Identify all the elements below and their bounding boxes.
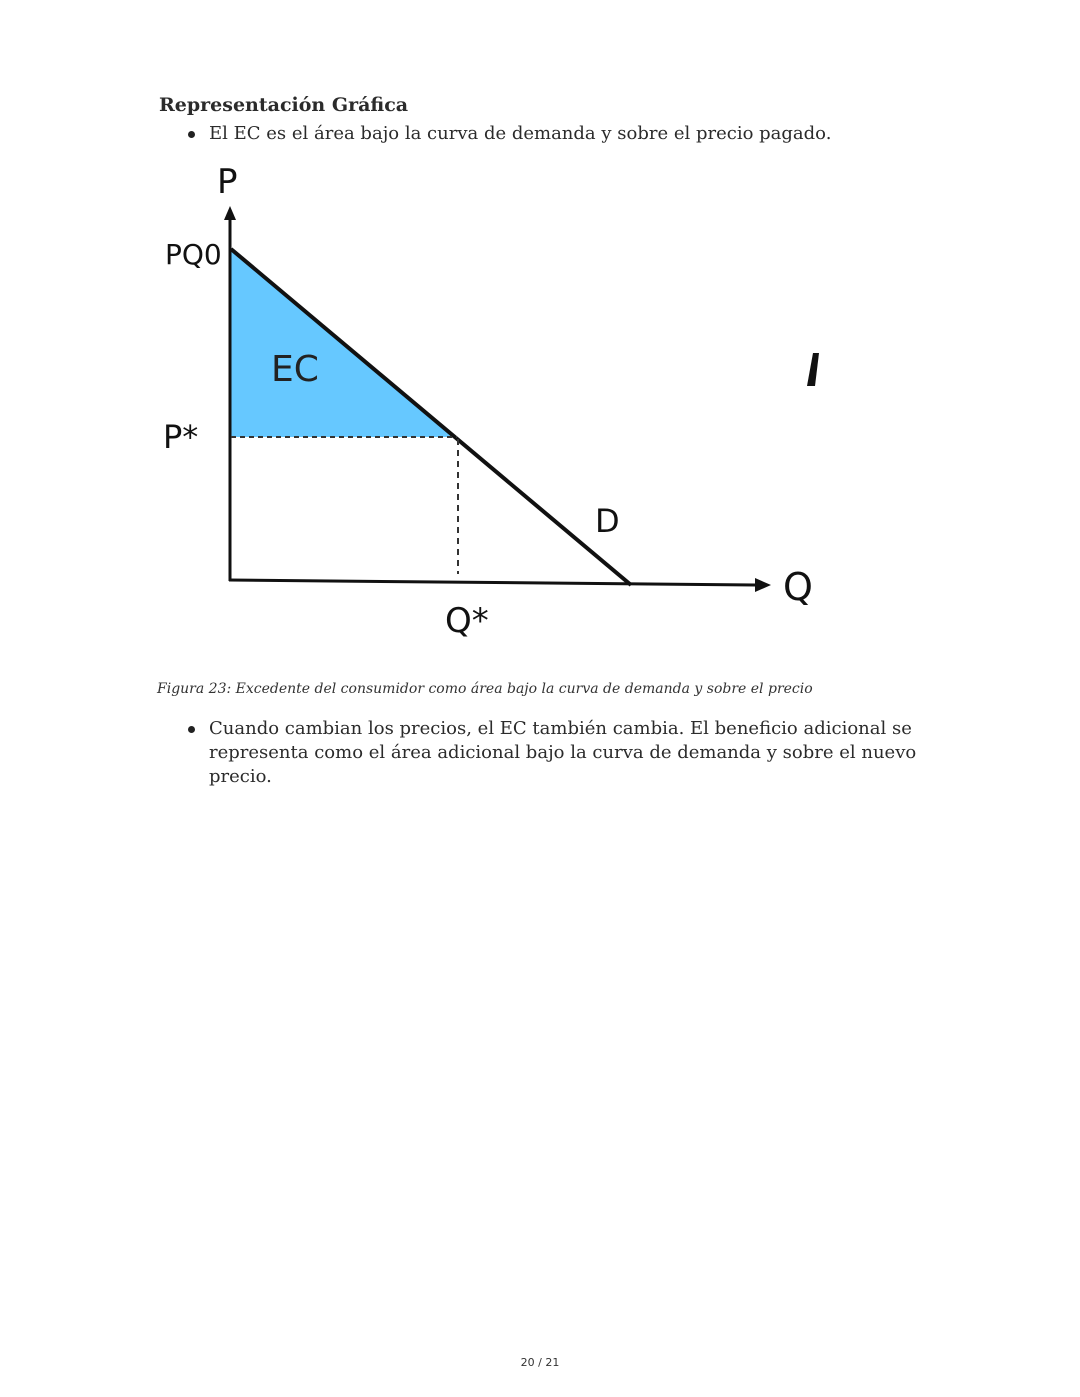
list-item [186, 122, 906, 146]
x-axis-label: Q [783, 565, 813, 609]
max-price-label: PQ0 [165, 238, 222, 271]
figure-caption: Figura 23: Excedente del consumidor como área bajo la curva de demanda y sobre el precio [157, 681, 813, 697]
cropped-mark [807, 353, 819, 386]
y-axis-arrow-icon [224, 206, 236, 220]
page-number: 20 / 21 [520, 1356, 560, 1369]
bullet-list-bottom [186, 717, 946, 789]
surplus-area-label: EC [271, 349, 319, 390]
equilibrium-quantity-label: Q* [445, 601, 489, 641]
x-axis-arrow-icon [755, 578, 771, 592]
bullet-icon [188, 131, 195, 138]
consumer-surplus-diagram [155, 160, 835, 650]
list-item-text: Cuando cambian los precios, el EC también cambia. El beneficio adicional se representa como el área adicional bajo la curva de demanda y sobre el nuevo precio. [209, 718, 917, 787]
bullet-list-top [186, 122, 906, 146]
demand-curve-label: D [595, 502, 620, 540]
list-item [186, 717, 946, 789]
equilibrium-price-label: P* [163, 418, 199, 456]
y-axis-label: P [217, 162, 238, 202]
bullet-icon [188, 726, 195, 733]
section-heading: Representación Gráfica [159, 94, 409, 116]
list-item-text: El EC es el área bajo la curva de demanda y sobre el precio pagado. [209, 123, 832, 144]
consumer-surplus-figure [155, 160, 835, 650]
x-axis-line [229, 580, 755, 585]
